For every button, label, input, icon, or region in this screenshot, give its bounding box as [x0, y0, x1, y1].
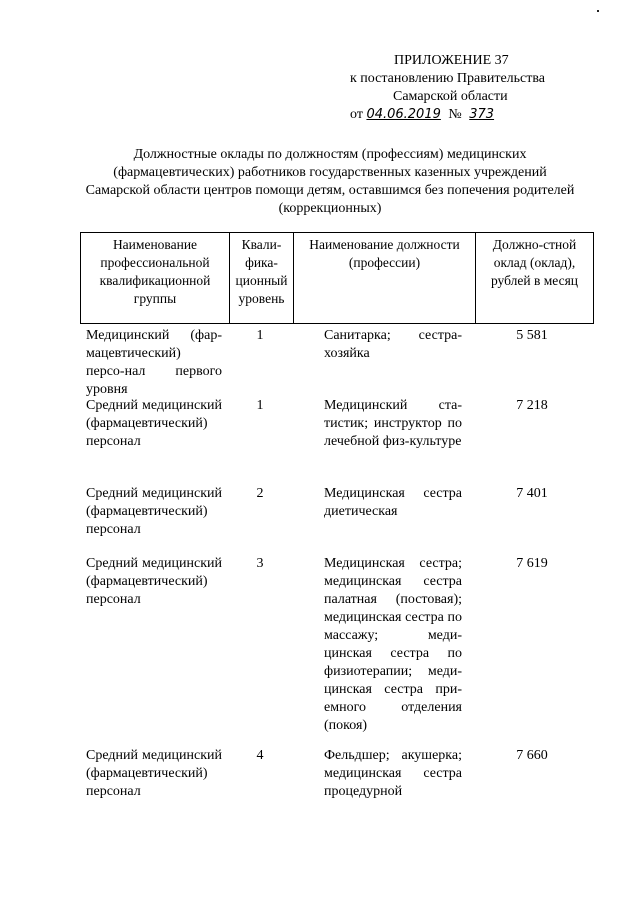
row-level: 1 [256, 328, 264, 343]
header-position: Наименование должности (профессии) [293, 233, 475, 323]
row-group: Медицинский (фар-мацевтический) персо-нал первого уровня [86, 328, 222, 397]
row-group: Средний медицинский (фармацевтический) персонал [86, 748, 222, 799]
handwritten-number: 373 [469, 107, 495, 122]
appendix-region: Самарской области [393, 89, 508, 104]
row-salary: 7 401 [516, 486, 548, 501]
row-salary: 7 218 [516, 398, 548, 413]
row-position: Медицинская сестра диетическая [324, 486, 462, 519]
row-group: Средний медицинский (фармацевтический) персонал [86, 556, 222, 607]
document-title: Должностные оклады по должностям (профессиям) медицинских (фармацевтических) работников государственных казенных учреждений Самарской области центров помощи детям, оставшимся без попечения родителей (коррекционных) [85, 147, 575, 216]
header-group: Наименование профессиональной квалификационной группы [99, 237, 211, 306]
row-level: 4 [256, 748, 264, 763]
row-group: Средний медицинский (фармацевтический) персонал [86, 398, 222, 449]
appendix-header [350, 52, 570, 124]
row-position: Медицинский ста-тистик; инструктор по лечебной физ-культуре [324, 398, 462, 449]
row-level: 2 [256, 486, 264, 501]
row-salary: 7 660 [516, 748, 548, 763]
table-header [80, 232, 594, 324]
appendix-title: ПРИЛОЖЕНИЕ 37 [394, 53, 509, 68]
number-sign: № [448, 107, 462, 122]
appendix-resolution: к постановлению Правительства [350, 71, 546, 86]
row-group: Средний медицинский (фармацевтический) персонал [86, 486, 222, 537]
handwritten-date: 04.06.2019 [366, 107, 441, 122]
row-salary: 5 581 [516, 328, 548, 343]
date-prefix: от [350, 107, 363, 122]
header-level: Квали-фика-ционный уровень [229, 233, 293, 323]
row-level: 3 [256, 556, 264, 571]
row-position: Санитарка; сестра-хозяйка [324, 328, 462, 361]
row-salary: 7 619 [516, 556, 548, 571]
row-position: Медицинская сестра; медицинская сестра палатная (постовая); медицинская сестра по массажу; меди-цинская сестра по физиотерапии; меди-цинская сестра при-емного отделения (покоя) [324, 556, 462, 733]
corner-mark [597, 10, 599, 12]
row-level: 1 [256, 398, 264, 413]
header-salary: Должно-стной оклад (оклад), рублей в месяц [475, 233, 593, 323]
appendix-date-line [350, 106, 570, 124]
row-position: Фельдшер; акушерка; медицинская сестра процедурной [324, 748, 462, 799]
